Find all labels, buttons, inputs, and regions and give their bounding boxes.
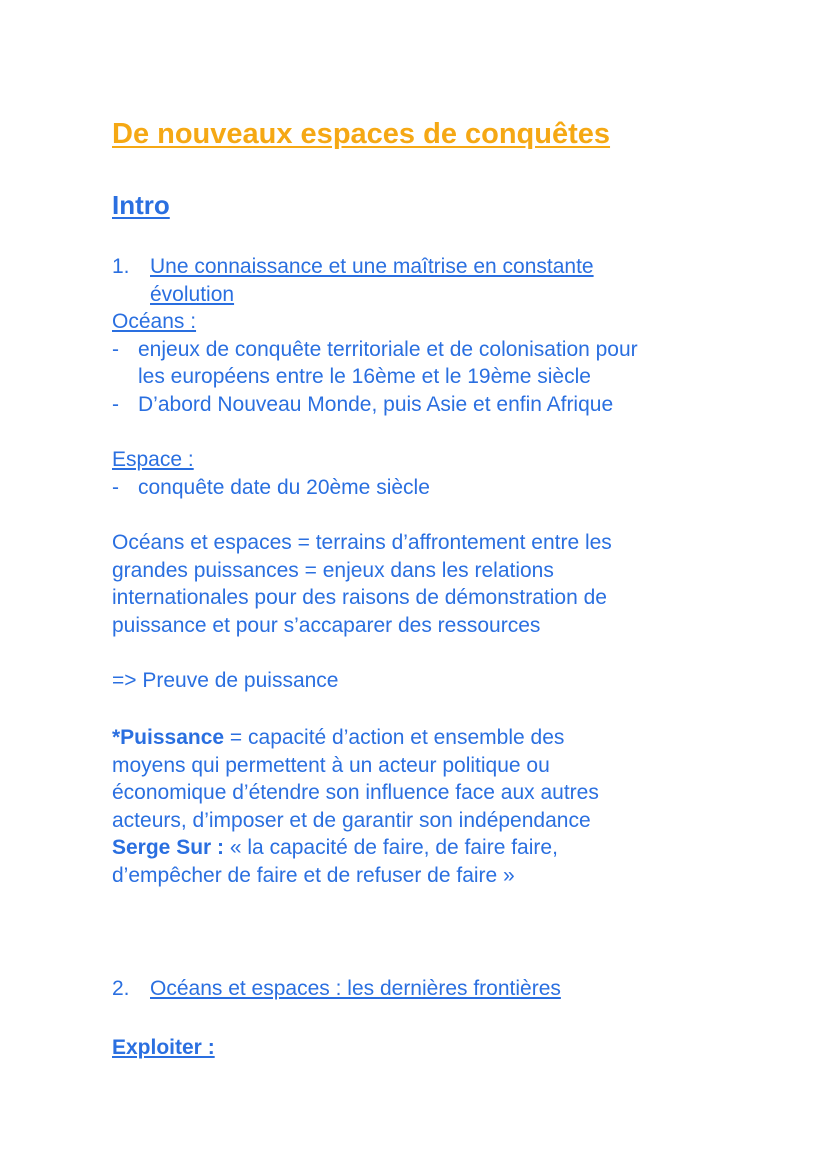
definition-text: = capacité d’action et ensemble des — [224, 726, 565, 749]
section-1-number: 1. — [112, 255, 130, 278]
definition-line-3: économique d’étendre son influence face aux autres — [112, 781, 599, 804]
section-1-title-text-2: évolution — [150, 283, 235, 306]
paragraph-line-1: Océans et espaces = terrains d’affrontement entre les — [112, 531, 612, 554]
oceans-bullet-1-text-2: les européens entre le 16ème et le 19ème siècle — [138, 365, 591, 388]
section-1-title-line2 — [112, 281, 234, 309]
page-title: De nouveaux espaces de conquêtes — [112, 118, 611, 150]
section-1-title-line1 — [112, 253, 594, 281]
exploiter-heading: Exploiter : — [112, 1036, 215, 1059]
oceans-bullet-2 — [112, 391, 613, 419]
definition-line-2: moyens qui permettent à un acteur politique ou — [112, 754, 550, 777]
section-2-title — [112, 975, 561, 1003]
oceans-bullet-1-line2 — [112, 363, 591, 391]
definition-line-4: acteurs, d’imposer et de garantir son indépendance — [112, 809, 591, 832]
section-1-title-text: Une connaissance et une maîtrise en constante — [150, 255, 594, 278]
paragraph-line-3: internationales pour des raisons de démonstration de — [112, 586, 607, 609]
quote-line-1 — [112, 834, 558, 862]
oceans-bullet-1-line1 — [112, 336, 638, 364]
definition-term: *Puissance — [112, 726, 225, 749]
espace-bullet-1 — [112, 474, 430, 502]
quote-author: Serge Sur : — [112, 836, 225, 859]
bullet-dash: - — [112, 338, 119, 361]
intro-heading: Intro — [112, 190, 170, 220]
section-2-number: 2. — [112, 977, 130, 1000]
espace-bullet-1-text: conquête date du 20ème siècle — [138, 476, 430, 499]
section-2-title-text: Océans et espaces : les dernières frontières — [150, 977, 561, 1000]
bullet-dash: - — [112, 393, 119, 416]
oceans-bullet-1-text: enjeux de conquête territoriale et de colonisation pour — [138, 338, 638, 361]
paragraph-line-4: puissance et pour s’accaparer des ressources — [112, 614, 541, 637]
espace-label: Espace : — [112, 448, 194, 471]
quote-text: « la capacité de faire, de faire faire, — [224, 836, 558, 859]
bullet-dash: - — [112, 476, 119, 499]
conclusion-line: => Preuve de puissance — [112, 669, 339, 692]
quote-line-2: d’empêcher de faire et de refuser de faire » — [112, 864, 515, 887]
paragraph-line-2: grandes puissances = enjeux dans les relations — [112, 559, 554, 582]
oceans-bullet-2-text: D’abord Nouveau Monde, puis Asie et enfin Afrique — [138, 393, 614, 416]
oceans-label: Océans : — [112, 310, 197, 333]
definition-line-1 — [112, 724, 564, 752]
